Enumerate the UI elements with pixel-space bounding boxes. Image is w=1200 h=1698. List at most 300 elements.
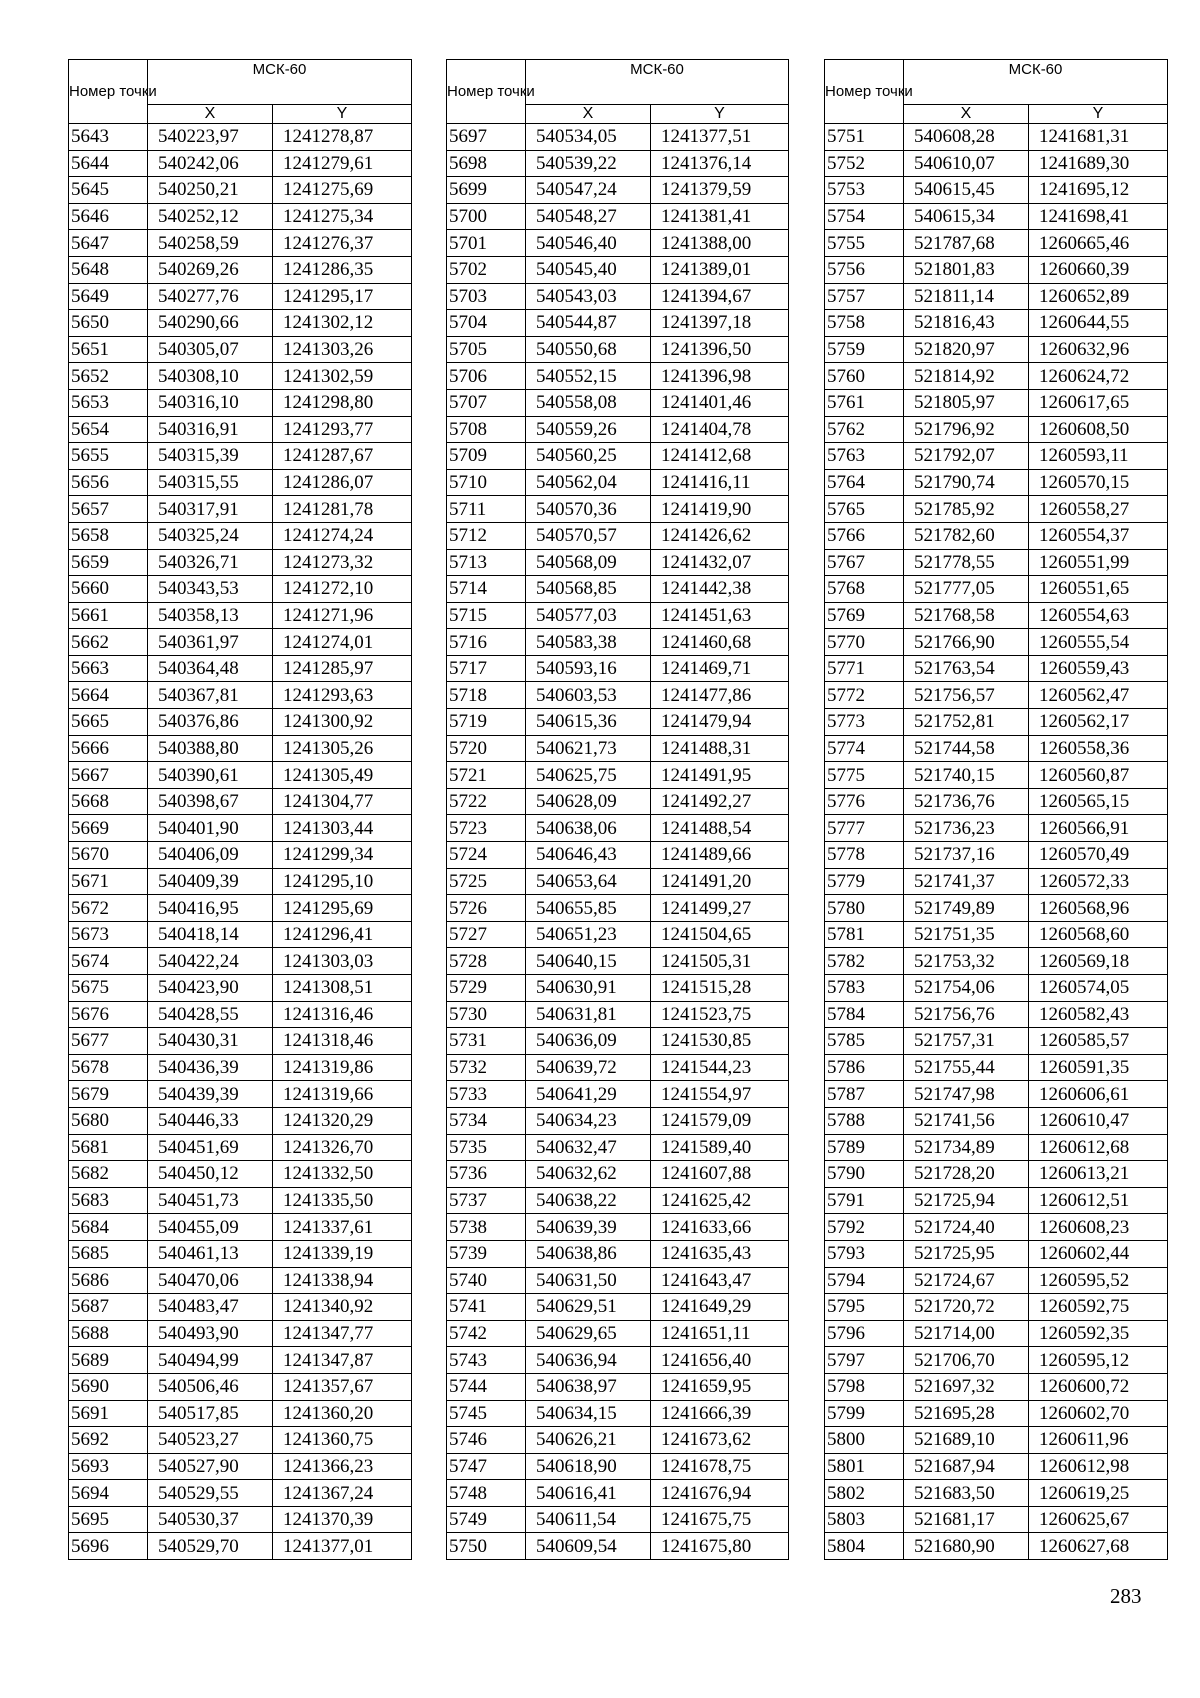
x-coordinate-cell: 521801,83: [904, 256, 1029, 283]
y-coordinate-cell: 1260554,37: [1029, 522, 1168, 549]
point-number-cell: 5663: [69, 655, 148, 682]
point-number-cell: 5798: [825, 1373, 904, 1400]
x-coordinate-cell: 540446,33: [148, 1107, 273, 1134]
x-coordinate-cell: 540277,76: [148, 283, 273, 310]
table-row: [825, 1214, 1168, 1241]
table-row: [825, 629, 1168, 656]
y-coordinate-cell: 1241295,10: [273, 868, 412, 895]
x-coordinate-cell: 540638,06: [526, 815, 651, 842]
y-coordinate-cell: 1241275,69: [273, 177, 412, 204]
point-number-cell: 5701: [447, 230, 526, 257]
x-coordinate-cell: 540250,21: [148, 177, 273, 204]
y-coordinate-cell: 1241367,24: [273, 1480, 412, 1507]
point-number-cell: 5705: [447, 336, 526, 363]
point-number-cell: 5729: [447, 975, 526, 1002]
point-number-cell: 5796: [825, 1320, 904, 1347]
x-coordinate-cell: 521724,67: [904, 1267, 1029, 1294]
table-row: [447, 1320, 789, 1347]
y-coordinate-cell: 1241302,12: [273, 310, 412, 337]
point-number-cell: 5767: [825, 549, 904, 576]
y-coordinate-cell: 1241316,46: [273, 1001, 412, 1028]
table-row: [69, 709, 412, 736]
table-row: [447, 1028, 789, 1055]
y-coordinate-cell: 1260627,68: [1029, 1533, 1168, 1560]
table-row: [69, 815, 412, 842]
x-coordinate-cell: 521695,28: [904, 1400, 1029, 1427]
table-row: [825, 283, 1168, 310]
table-row: [69, 868, 412, 895]
x-coordinate-cell: 540603,53: [526, 682, 651, 709]
y-coordinate-cell: 1260591,35: [1029, 1054, 1168, 1081]
y-coordinate-cell: 1241295,69: [273, 895, 412, 922]
coordinates-table-3: [824, 59, 1168, 1560]
point-number-header: Номер точки: [447, 60, 526, 124]
point-number-cell: 5754: [825, 203, 904, 230]
table-row: [447, 1453, 789, 1480]
table-row: [69, 336, 412, 363]
x-coordinate-cell: 540615,34: [904, 203, 1029, 230]
point-number-cell: 5697: [447, 124, 526, 151]
y-coordinate-cell: 1241286,35: [273, 256, 412, 283]
x-coordinate-cell: 521755,44: [904, 1054, 1029, 1081]
x-coordinate-cell: 540529,55: [148, 1480, 273, 1507]
point-number-cell: 5755: [825, 230, 904, 257]
table-row: [447, 1081, 789, 1108]
x-coordinate-cell: 521756,76: [904, 1001, 1029, 1028]
x-coordinate-cell: 540409,39: [148, 868, 273, 895]
table-row: [825, 336, 1168, 363]
point-number-cell: 5711: [447, 496, 526, 523]
point-number-cell: 5771: [825, 655, 904, 682]
point-number-cell: 5742: [447, 1320, 526, 1347]
point-number-cell: 5722: [447, 788, 526, 815]
x-coordinate-cell: 521811,14: [904, 283, 1029, 310]
x-coordinate-cell: 540626,21: [526, 1427, 651, 1454]
point-number-cell: 5667: [69, 762, 148, 789]
y-coordinate-cell: 1241337,61: [273, 1214, 412, 1241]
table-row: [825, 256, 1168, 283]
table-row: [69, 363, 412, 390]
table-row: [447, 283, 789, 310]
x-coordinate-cell: 540638,86: [526, 1240, 651, 1267]
point-number-cell: 5725: [447, 868, 526, 895]
table-row: [825, 1427, 1168, 1454]
table-row: [825, 868, 1168, 895]
y-coordinate-cell: 1241659,95: [651, 1373, 789, 1400]
y-coordinate-cell: 1241451,63: [651, 602, 789, 629]
x-coordinate-cell: 540583,38: [526, 629, 651, 656]
x-coordinate-cell: 540636,09: [526, 1028, 651, 1055]
y-coordinate-cell: 1260562,47: [1029, 682, 1168, 709]
y-coordinate-cell: 1241649,29: [651, 1294, 789, 1321]
y-coordinate-cell: 1260592,75: [1029, 1294, 1168, 1321]
x-coordinate-cell: 540610,07: [904, 150, 1029, 177]
y-coordinate-cell: 1260602,70: [1029, 1400, 1168, 1427]
table-row: [69, 842, 412, 869]
x-coordinate-cell: 540568,85: [526, 576, 651, 603]
y-coordinate-cell: 1241675,75: [651, 1506, 789, 1533]
table-row: [447, 1240, 789, 1267]
y-coordinate-cell: 1260568,96: [1029, 895, 1168, 922]
y-coordinate-cell: 1241442,38: [651, 576, 789, 603]
x-coordinate-cell: 521724,40: [904, 1214, 1029, 1241]
x-coordinate-cell: 540618,90: [526, 1453, 651, 1480]
y-coordinate-cell: 1241416,11: [651, 469, 789, 496]
point-number-cell: 5715: [447, 602, 526, 629]
y-coordinate-cell: 1260602,44: [1029, 1240, 1168, 1267]
x-coordinate-cell: 521736,76: [904, 788, 1029, 815]
table-row: [69, 1267, 412, 1294]
point-number-cell: 5794: [825, 1267, 904, 1294]
table-row: [447, 682, 789, 709]
point-number-cell: 5775: [825, 762, 904, 789]
y-coordinate-cell: 1241491,20: [651, 868, 789, 895]
x-coordinate-cell: 521720,72: [904, 1294, 1029, 1321]
table-row: [447, 1533, 789, 1560]
x-coordinate-cell: 521785,92: [904, 496, 1029, 523]
x-coordinate-cell: 521790,74: [904, 469, 1029, 496]
point-number-cell: 5761: [825, 389, 904, 416]
x-coordinate-cell: 521753,32: [904, 948, 1029, 975]
table-row: [447, 868, 789, 895]
x-coordinate-cell: 540638,22: [526, 1187, 651, 1214]
point-number-cell: 5664: [69, 682, 148, 709]
point-number-header: Номер точки: [825, 60, 904, 124]
x-coordinate-cell: 540308,10: [148, 363, 273, 390]
table-row: [69, 416, 412, 443]
table-row: [447, 1427, 789, 1454]
point-number-cell: 5787: [825, 1081, 904, 1108]
table-row: [69, 230, 412, 257]
table-row: [447, 443, 789, 470]
point-number-cell: 5758: [825, 310, 904, 337]
y-coordinate-cell: 1241338,94: [273, 1267, 412, 1294]
table-row: [447, 496, 789, 523]
point-number-cell: 5702: [447, 256, 526, 283]
point-number-cell: 5749: [447, 1506, 526, 1533]
y-coordinate-cell: 1241397,18: [651, 310, 789, 337]
y-coordinate-cell: 1241589,40: [651, 1134, 789, 1161]
x-coordinate-cell: 521725,94: [904, 1187, 1029, 1214]
x-coordinate-cell: 540639,72: [526, 1054, 651, 1081]
point-number-cell: 5706: [447, 363, 526, 390]
table-row: [825, 443, 1168, 470]
y-coordinate-cell: 1241326,70: [273, 1134, 412, 1161]
y-coordinate-cell: 1241295,17: [273, 283, 412, 310]
point-number-cell: 5646: [69, 203, 148, 230]
x-coordinate-cell: 540455,09: [148, 1214, 273, 1241]
table-row: [825, 842, 1168, 869]
x-coordinate-cell: 540631,50: [526, 1267, 651, 1294]
point-number-cell: 5736: [447, 1161, 526, 1188]
table-row: [69, 283, 412, 310]
table-row: [447, 124, 789, 151]
y-coordinate-cell: 1241432,07: [651, 549, 789, 576]
point-number-cell: 5662: [69, 629, 148, 656]
x-coordinate-cell: 540326,71: [148, 549, 273, 576]
table-row: [447, 549, 789, 576]
x-coordinate-cell: 540451,73: [148, 1187, 273, 1214]
x-coordinate-cell: 540343,53: [148, 576, 273, 603]
y-coordinate-cell: 1241303,03: [273, 948, 412, 975]
point-number-cell: 5762: [825, 416, 904, 443]
x-coordinate-cell: 521792,07: [904, 443, 1029, 470]
point-number-cell: 5665: [69, 709, 148, 736]
table-row: [69, 682, 412, 709]
table-row: [69, 203, 412, 230]
x-coordinate-cell: 540550,68: [526, 336, 651, 363]
point-number-cell: 5703: [447, 283, 526, 310]
x-coordinate-cell: 540527,90: [148, 1453, 273, 1480]
y-coordinate-cell: 1241274,01: [273, 629, 412, 656]
point-number-cell: 5647: [69, 230, 148, 257]
table-row: [825, 203, 1168, 230]
table-row: [825, 1161, 1168, 1188]
point-number-cell: 5778: [825, 842, 904, 869]
point-number-cell: 5753: [825, 177, 904, 204]
y-coordinate-cell: 1241695,12: [1029, 177, 1168, 204]
point-number-cell: 5783: [825, 975, 904, 1002]
point-number-cell: 5799: [825, 1400, 904, 1427]
x-coordinate-cell: 521752,81: [904, 709, 1029, 736]
table-row: [825, 389, 1168, 416]
table-row: [447, 655, 789, 682]
point-number-cell: 5781: [825, 921, 904, 948]
table-row: [447, 1054, 789, 1081]
x-coordinate-cell: 540529,70: [148, 1533, 273, 1560]
point-number-cell: 5785: [825, 1028, 904, 1055]
x-coordinate-cell: 540305,07: [148, 336, 273, 363]
point-number-cell: 5740: [447, 1267, 526, 1294]
y-coordinate-cell: 1241394,67: [651, 283, 789, 310]
x-coordinate-cell: 521782,60: [904, 522, 1029, 549]
point-number-cell: 5763: [825, 443, 904, 470]
y-coordinate-cell: 1260619,25: [1029, 1480, 1168, 1507]
table-row: [447, 975, 789, 1002]
y-coordinate-cell: 1241479,94: [651, 709, 789, 736]
y-coordinate-cell: 1241530,85: [651, 1028, 789, 1055]
table-row: [825, 975, 1168, 1002]
point-number-cell: 5784: [825, 1001, 904, 1028]
table-row: [69, 522, 412, 549]
table-row: [69, 1347, 412, 1374]
x-coordinate-cell: 540494,99: [148, 1347, 273, 1374]
x-coordinate-cell: 540242,06: [148, 150, 273, 177]
y-coordinate-cell: 1241488,54: [651, 815, 789, 842]
point-number-cell: 5709: [447, 443, 526, 470]
x-coordinate-cell: 540629,65: [526, 1320, 651, 1347]
y-coordinate-cell: 1241370,39: [273, 1506, 412, 1533]
y-coordinate-cell: 1260559,43: [1029, 655, 1168, 682]
table-row: [69, 1533, 412, 1560]
table-row: [69, 1161, 412, 1188]
point-number-cell: 5651: [69, 336, 148, 363]
table-row: [447, 788, 789, 815]
point-number-cell: 5704: [447, 310, 526, 337]
table-row: [825, 496, 1168, 523]
table-row: [825, 762, 1168, 789]
point-number-cell: 5728: [447, 948, 526, 975]
table-row: [447, 1267, 789, 1294]
y-coordinate-cell: 1241300,92: [273, 709, 412, 736]
y-coordinate-cell: 1260624,72: [1029, 363, 1168, 390]
point-number-cell: 5714: [447, 576, 526, 603]
y-coordinate-cell: 1260606,61: [1029, 1081, 1168, 1108]
x-coordinate-cell: 540631,81: [526, 1001, 651, 1028]
y-coordinate-cell: 1260592,35: [1029, 1320, 1168, 1347]
point-number-cell: 5684: [69, 1214, 148, 1241]
table-row: [447, 1294, 789, 1321]
table-row: [69, 975, 412, 1002]
x-coordinate-cell: 521689,10: [904, 1427, 1029, 1454]
y-coordinate-cell: 1241357,67: [273, 1373, 412, 1400]
point-number-cell: 5765: [825, 496, 904, 523]
point-number-cell: 5727: [447, 921, 526, 948]
x-coordinate-cell: 521778,55: [904, 549, 1029, 576]
y-coordinate-cell: 1241305,26: [273, 735, 412, 762]
x-coordinate-cell: 521751,35: [904, 921, 1029, 948]
x-coordinate-cell: 521680,90: [904, 1533, 1029, 1560]
y-coordinate-cell: 1260562,17: [1029, 709, 1168, 736]
y-coordinate-cell: 1260574,05: [1029, 975, 1168, 1002]
x-coordinate-cell: 540621,73: [526, 735, 651, 762]
y-coordinate-cell: 1241296,41: [273, 921, 412, 948]
point-number-cell: 5757: [825, 283, 904, 310]
table-row: [825, 177, 1168, 204]
table-row: [447, 363, 789, 390]
y-coordinate-cell: 1241523,75: [651, 1001, 789, 1028]
x-coordinate-cell: 521681,17: [904, 1506, 1029, 1533]
x-coordinate-cell: 521814,92: [904, 363, 1029, 390]
y-coordinate-cell: 1241656,40: [651, 1347, 789, 1374]
x-coordinate-cell: 540418,14: [148, 921, 273, 948]
x-coordinate-cell: 540568,09: [526, 549, 651, 576]
point-number-cell: 5750: [447, 1533, 526, 1560]
y-coordinate-cell: 1241271,96: [273, 602, 412, 629]
y-coordinate-cell: 1241381,41: [651, 203, 789, 230]
table-row: [69, 1294, 412, 1321]
table-row: [447, 310, 789, 337]
point-number-cell: 5652: [69, 363, 148, 390]
point-number-cell: 5733: [447, 1081, 526, 1108]
table-row: [825, 1480, 1168, 1507]
x-coordinate-cell: 521736,23: [904, 815, 1029, 842]
point-number-cell: 5661: [69, 602, 148, 629]
x-coordinate-cell: 540450,12: [148, 1161, 273, 1188]
x-coordinate-cell: 521796,92: [904, 416, 1029, 443]
y-coordinate-cell: 1241332,50: [273, 1161, 412, 1188]
x-coordinate-cell: 540632,62: [526, 1161, 651, 1188]
x-coordinate-cell: 540552,15: [526, 363, 651, 390]
point-number-cell: 5660: [69, 576, 148, 603]
x-coordinate-cell: 521763,54: [904, 655, 1029, 682]
point-number-cell: 5672: [69, 895, 148, 922]
y-coordinate-cell: 1241554,97: [651, 1081, 789, 1108]
y-coordinate-cell: 1260665,46: [1029, 230, 1168, 257]
point-number-cell: 5677: [69, 1028, 148, 1055]
table-row: [825, 602, 1168, 629]
point-number-header: Номер точки: [69, 60, 148, 124]
y-coordinate-cell: 1241376,14: [651, 150, 789, 177]
x-coordinate-cell: 540406,09: [148, 842, 273, 869]
point-number-cell: 5776: [825, 788, 904, 815]
table-row: [447, 150, 789, 177]
point-number-cell: 5717: [447, 655, 526, 682]
y-coordinate-cell: 1241477,86: [651, 682, 789, 709]
x-coordinate-cell: 540625,75: [526, 762, 651, 789]
table-row: [825, 682, 1168, 709]
y-coordinate-cell: 1241377,01: [273, 1533, 412, 1560]
coordinate-system-header: МСК-60: [904, 60, 1168, 105]
x-coordinate-cell: 540388,80: [148, 735, 273, 762]
table-row: [825, 1453, 1168, 1480]
point-number-cell: 5653: [69, 389, 148, 416]
point-number-cell: 5768: [825, 576, 904, 603]
y-coordinate-cell: 1241404,78: [651, 416, 789, 443]
table-row: [825, 576, 1168, 603]
y-coordinate-cell: 1241347,77: [273, 1320, 412, 1347]
table-row: [69, 1107, 412, 1134]
y-coordinate-cell: 1241505,31: [651, 948, 789, 975]
x-coordinate-cell: 521816,43: [904, 310, 1029, 337]
y-coordinate-cell: 1260652,89: [1029, 283, 1168, 310]
y-coordinate-cell: 1260612,51: [1029, 1187, 1168, 1214]
point-number-cell: 5791: [825, 1187, 904, 1214]
y-coordinate-cell: 1241273,32: [273, 549, 412, 576]
point-number-cell: 5718: [447, 682, 526, 709]
point-number-cell: 5782: [825, 948, 904, 975]
y-coordinate-cell: 1241272,10: [273, 576, 412, 603]
x-coordinate-cell: 540640,15: [526, 948, 651, 975]
point-number-cell: 5679: [69, 1081, 148, 1108]
table-row: [447, 948, 789, 975]
point-number-cell: 5716: [447, 629, 526, 656]
table-row: [447, 602, 789, 629]
y-coordinate-cell: 1241281,78: [273, 496, 412, 523]
y-coordinate-cell: 1260660,39: [1029, 256, 1168, 283]
y-coordinate-cell: 1260612,98: [1029, 1453, 1168, 1480]
y-coordinate-cell: 1241360,75: [273, 1427, 412, 1454]
x-coordinate-cell: 540547,24: [526, 177, 651, 204]
x-coordinate-cell: 540653,64: [526, 868, 651, 895]
point-number-cell: 5669: [69, 815, 148, 842]
point-number-cell: 5695: [69, 1506, 148, 1533]
x-coordinate-cell: 540361,97: [148, 629, 273, 656]
x-coordinate-cell: 540593,16: [526, 655, 651, 682]
point-number-cell: 5752: [825, 150, 904, 177]
point-number-cell: 5654: [69, 416, 148, 443]
table-row: [825, 921, 1168, 948]
y-coordinate-cell: 1241666,39: [651, 1400, 789, 1427]
point-number-cell: 5685: [69, 1240, 148, 1267]
table-row: [69, 1480, 412, 1507]
x-coordinate-cell: 540539,22: [526, 150, 651, 177]
y-coordinate-cell: 1241275,34: [273, 203, 412, 230]
table-row: [447, 735, 789, 762]
table-row: [447, 921, 789, 948]
table-row: [825, 549, 1168, 576]
table-row: [825, 655, 1168, 682]
y-coordinate-cell: 1241689,30: [1029, 150, 1168, 177]
table-row: [825, 1054, 1168, 1081]
table-row: [825, 230, 1168, 257]
table-row: [447, 1373, 789, 1400]
table-row: [69, 1373, 412, 1400]
x-coordinate-cell: 540616,41: [526, 1480, 651, 1507]
table-row: [69, 150, 412, 177]
table-row: [447, 1001, 789, 1028]
point-number-cell: 5686: [69, 1267, 148, 1294]
